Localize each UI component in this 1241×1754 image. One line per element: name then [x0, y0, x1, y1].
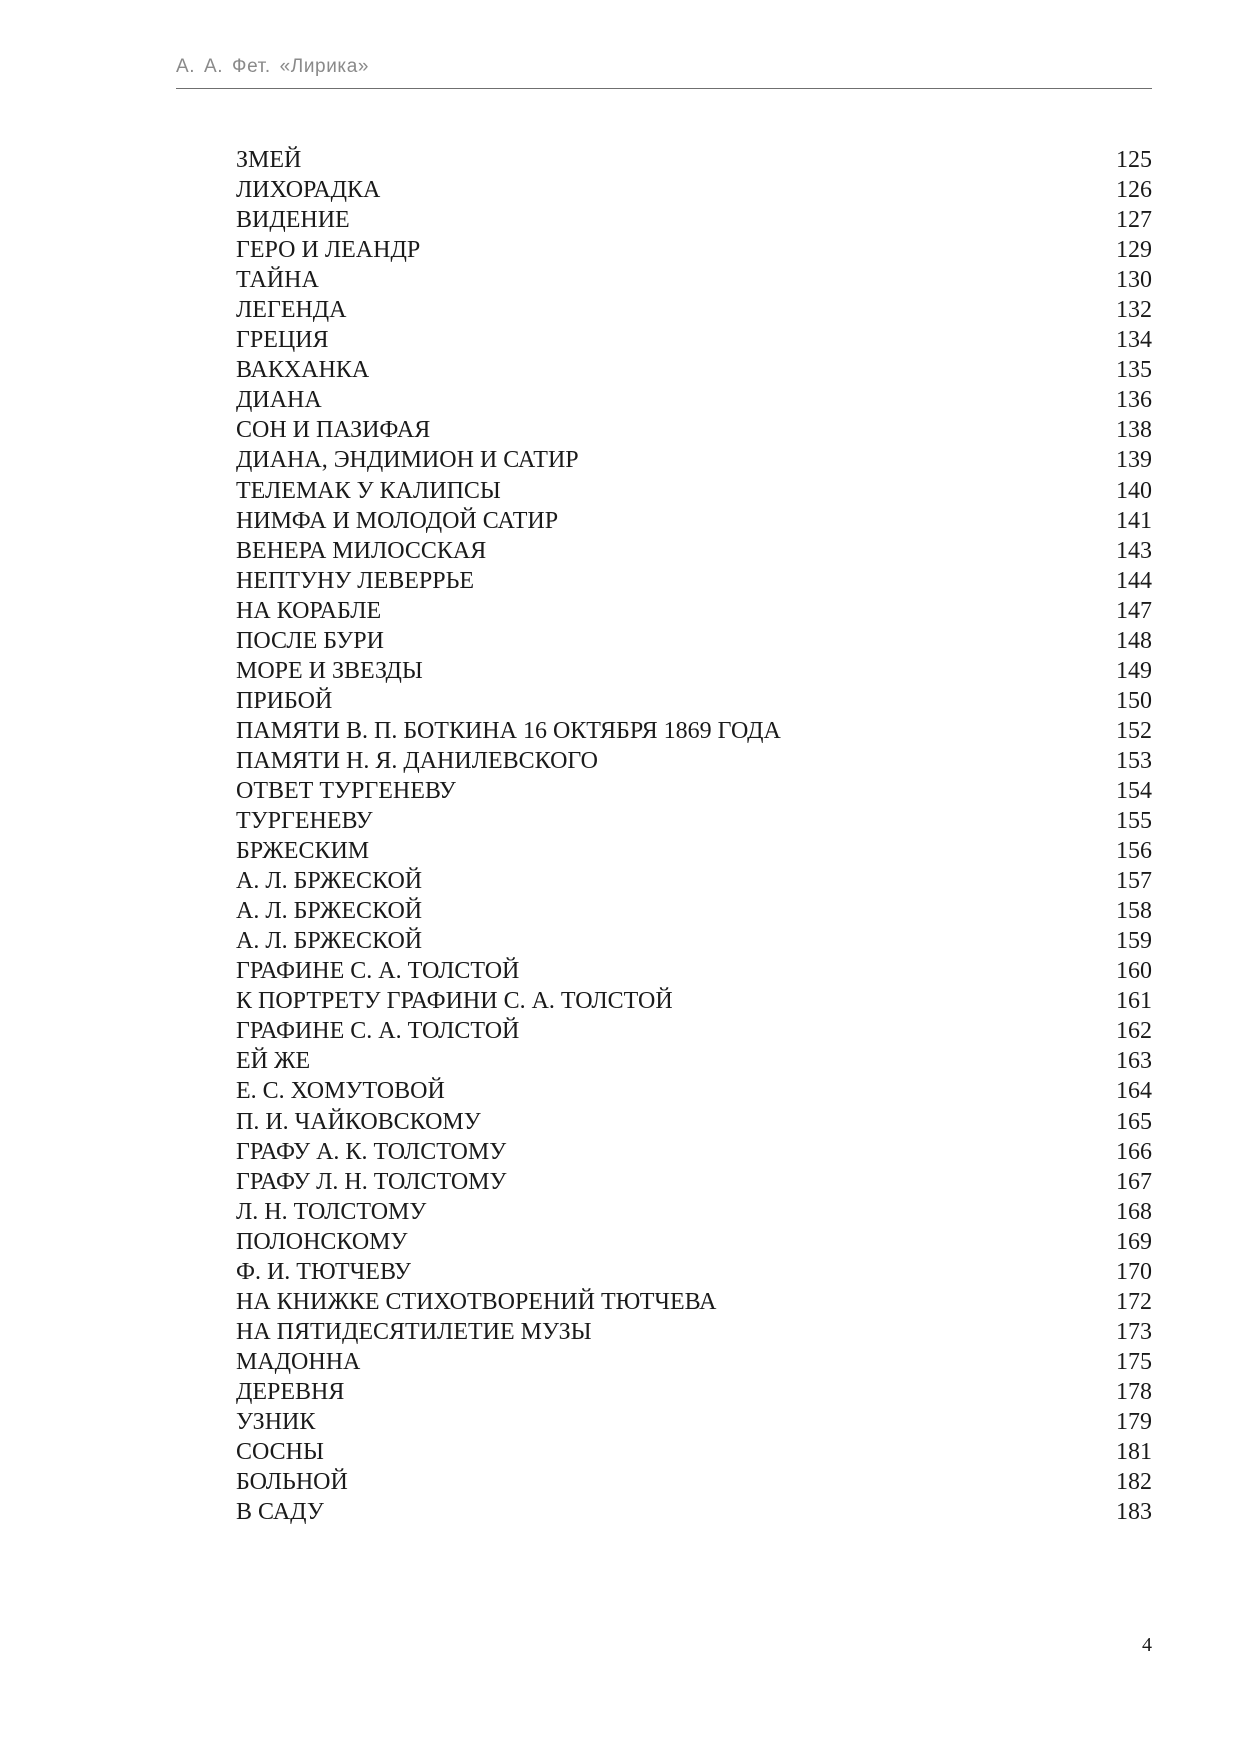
toc-entry: [236, 896, 1152, 926]
toc-entry: [236, 806, 1152, 836]
toc-entry-page: 143: [1116, 537, 1152, 564]
toc-entry-title: ТАЙНА: [236, 267, 319, 294]
toc-entry-page: 125: [1116, 147, 1152, 173]
toc-entry-title: А. Л. БРЖЕСКОЙ: [236, 898, 423, 925]
toc-entry: [236, 716, 1152, 746]
toc-entry: [236, 355, 1152, 385]
toc-entry: [236, 295, 1152, 325]
toc-entry: [236, 265, 1152, 295]
toc-entry-page: 167: [1116, 1168, 1152, 1195]
toc-entry-title: ВЕНЕРА МИЛОССКАЯ: [236, 537, 487, 564]
toc-entry-title: МОРЕ И ЗВЕЗДЫ: [236, 657, 423, 684]
toc-entry-page: 164: [1116, 1078, 1152, 1105]
running-header: А. А. Фет. «Лирика»: [176, 56, 370, 77]
toc-entry-title: ГРАФИНЕ С. А. ТОЛСТОЙ: [236, 958, 520, 985]
toc-entry: [236, 1167, 1152, 1197]
toc-entry: [236, 776, 1152, 806]
toc-entry: [236, 536, 1152, 566]
toc-entry-page: 163: [1116, 1048, 1152, 1075]
toc-entry-title: Ф. И. ТЮТЧЕВУ: [236, 1258, 411, 1285]
toc-entry-title: НА КНИЖКЕ СТИХОТВОРЕНИЙ ТЮТЧЕВА: [236, 1288, 717, 1315]
toc-entry-title: П. И. ЧАЙКОВСКОМУ: [236, 1108, 481, 1135]
toc-entry-title: БРЖЕСКИМ: [236, 838, 370, 865]
toc-entry-title: В САДУ: [236, 1499, 324, 1526]
toc-entry: [236, 1407, 1152, 1437]
toc-entry-page: 141: [1116, 507, 1152, 534]
toc-entry-page: 129: [1116, 237, 1152, 264]
toc-entry-page: 138: [1116, 417, 1152, 444]
toc-entry-page: 161: [1116, 988, 1152, 1015]
toc-entry-title: ТЕЛЕМАК У КАЛИПСЫ: [236, 477, 501, 504]
toc-entry-page: 183: [1116, 1499, 1152, 1526]
toc-entry-page: 150: [1116, 687, 1152, 714]
toc-entry: [236, 506, 1152, 536]
toc-entry-page: 148: [1116, 627, 1152, 654]
toc-entry: [236, 1197, 1152, 1227]
toc-entry-title: ПАМЯТИ В. П. БОТКИНА 16 ОКТЯБРЯ 1869 ГОДА: [236, 717, 781, 744]
toc-entry: [236, 746, 1152, 776]
toc-entry-title: ГРАФУ А. К. ТОЛСТОМУ: [236, 1138, 507, 1165]
toc-entry-title: ДЕРЕВНЯ: [236, 1378, 345, 1405]
toc-entry-page: 153: [1116, 747, 1152, 774]
toc-entry-page: 140: [1116, 477, 1152, 504]
toc-entry: [236, 1467, 1152, 1497]
toc-entry-title: ГЕРО И ЛЕАНДР: [236, 237, 421, 264]
toc-entry-page: 179: [1116, 1408, 1152, 1435]
toc-entry-title: БОЛЬНОЙ: [236, 1469, 348, 1496]
toc-entry-page: 169: [1116, 1228, 1152, 1255]
toc-entry: [236, 986, 1152, 1016]
toc-entry-page: 152: [1116, 717, 1152, 744]
toc-entry: [236, 1016, 1152, 1046]
toc-entry: [236, 325, 1152, 355]
toc-entry: [236, 596, 1152, 626]
toc-entry-page: 154: [1116, 777, 1152, 804]
toc-entry-title: ПОСЛЕ БУРИ: [236, 627, 384, 654]
toc-entry-page: 166: [1116, 1138, 1152, 1165]
toc-entry-page: 160: [1116, 958, 1152, 985]
toc-entry-title: Е. С. ХОМУТОВОЙ: [236, 1078, 445, 1105]
toc-entry-page: 155: [1116, 808, 1152, 835]
toc-entry-title: СОН И ПАЗИФАЯ: [236, 417, 431, 444]
toc-entry: [236, 1227, 1152, 1257]
header-rule: [176, 88, 1152, 89]
toc-entry-page: 170: [1116, 1258, 1152, 1285]
toc-entry-page: 165: [1116, 1108, 1152, 1135]
toc-entry-page: 157: [1116, 868, 1152, 895]
toc-entry: [236, 415, 1152, 445]
toc-entry-page: 149: [1116, 657, 1152, 684]
toc-entry-title: СОСНЫ: [236, 1439, 324, 1466]
toc-entry-title: ТУРГЕНЕВУ: [236, 808, 373, 835]
toc-entry-title: ЛИХОРАДКА: [236, 177, 381, 204]
toc-entry-title: УЗНИК: [236, 1408, 316, 1435]
toc-entry: [236, 1137, 1152, 1167]
toc-entry-page: 158: [1116, 898, 1152, 925]
toc-entry-page: 172: [1116, 1288, 1152, 1315]
toc-entry: [236, 1046, 1152, 1076]
toc-entry-page: 144: [1116, 567, 1152, 594]
table-of-contents: [236, 145, 1152, 1527]
toc-entry-page: 134: [1116, 327, 1152, 354]
toc-entry-title: ДИАНА: [236, 387, 322, 414]
toc-entry-page: 182: [1116, 1469, 1152, 1496]
toc-entry-title: Л. Н. ТОЛСТОМУ: [236, 1198, 427, 1225]
toc-entry-page: 173: [1116, 1318, 1152, 1345]
toc-entry-page: 178: [1116, 1378, 1152, 1405]
toc-entry: [236, 686, 1152, 716]
toc-entry-title: К ПОРТРЕТУ ГРАФИНИ С. А. ТОЛСТОЙ: [236, 988, 673, 1015]
toc-entry-title: МАДОННА: [236, 1348, 361, 1375]
toc-entry-page: 159: [1116, 928, 1152, 955]
toc-entry: [236, 626, 1152, 656]
toc-entry: [236, 1317, 1152, 1347]
toc-entry: [236, 1107, 1152, 1137]
toc-entry: [236, 175, 1152, 205]
toc-entry: [236, 145, 1152, 175]
toc-entry-page: 127: [1116, 207, 1152, 234]
toc-entry: [236, 1437, 1152, 1467]
toc-entry-title: ЗМЕЙ: [236, 147, 302, 173]
toc-entry-page: 139: [1116, 447, 1152, 474]
toc-entry-title: НИМФА И МОЛОДОЙ САТИР: [236, 507, 559, 534]
toc-entry: [236, 205, 1152, 235]
page-number: 4: [1142, 1634, 1152, 1656]
toc-entry-title: НА ПЯТИДЕСЯТИЛЕТИЕ МУЗЫ: [236, 1318, 592, 1345]
toc-entry-title: ЛЕГЕНДА: [236, 297, 347, 324]
toc-entry-page: 132: [1116, 297, 1152, 324]
toc-entry-page: 168: [1116, 1198, 1152, 1225]
toc-entry-title: ГРАФУ Л. Н. ТОЛСТОМУ: [236, 1168, 507, 1195]
toc-entry-title: ПОЛОНСКОМУ: [236, 1228, 408, 1255]
toc-entry-page: 181: [1116, 1439, 1152, 1466]
toc-entry-page: 130: [1116, 267, 1152, 294]
toc-entry-title: НЕПТУНУ ЛЕВЕРРЬЕ: [236, 567, 475, 594]
toc-entry-title: ВАКХАНКА: [236, 357, 370, 384]
toc-entry-title: ГРЕЦИЯ: [236, 327, 329, 354]
toc-entry-page: 136: [1116, 387, 1152, 414]
toc-entry: [236, 956, 1152, 986]
toc-entry: [236, 385, 1152, 415]
toc-entry: [236, 926, 1152, 956]
toc-entry-page: 156: [1116, 838, 1152, 865]
toc-entry: [236, 566, 1152, 596]
toc-entry: [236, 1377, 1152, 1407]
toc-entry: [236, 1257, 1152, 1287]
toc-entry: [236, 656, 1152, 686]
toc-entry-title: А. Л. БРЖЕСКОЙ: [236, 868, 423, 895]
toc-entry: [236, 1497, 1152, 1527]
toc-entry-title: ДИАНА, ЭНДИМИОН И САТИР: [236, 447, 579, 474]
toc-entry-page: 175: [1116, 1348, 1152, 1375]
toc-entry: [236, 1347, 1152, 1377]
toc-entry: [236, 836, 1152, 866]
toc-entry-title: ЕЙ ЖЕ: [236, 1048, 311, 1075]
toc-entry: [236, 1076, 1152, 1106]
toc-entry-title: ПРИБОЙ: [236, 687, 333, 714]
toc-entry: [236, 866, 1152, 896]
toc-entry-title: А. Л. БРЖЕСКОЙ: [236, 928, 423, 955]
toc-entry: [236, 445, 1152, 475]
toc-entry-page: 135: [1116, 357, 1152, 384]
toc-entry-title: ОТВЕТ ТУРГЕНЕВУ: [236, 777, 456, 804]
toc-entry: [236, 235, 1152, 265]
toc-entry-title: ПАМЯТИ Н. Я. ДАНИЛЕВСКОГО: [236, 747, 599, 774]
toc-entry-title: НА КОРАБЛЕ: [236, 597, 382, 624]
toc-entry-page: 126: [1116, 177, 1152, 204]
toc-entry-page: 147: [1116, 597, 1152, 624]
toc-entry-title: ГРАФИНЕ С. А. ТОЛСТОЙ: [236, 1018, 520, 1045]
toc-entry-title: ВИДЕНИЕ: [236, 207, 350, 234]
toc-entry: [236, 1287, 1152, 1317]
toc-entry: [236, 476, 1152, 506]
toc-entry-page: 162: [1116, 1018, 1152, 1045]
